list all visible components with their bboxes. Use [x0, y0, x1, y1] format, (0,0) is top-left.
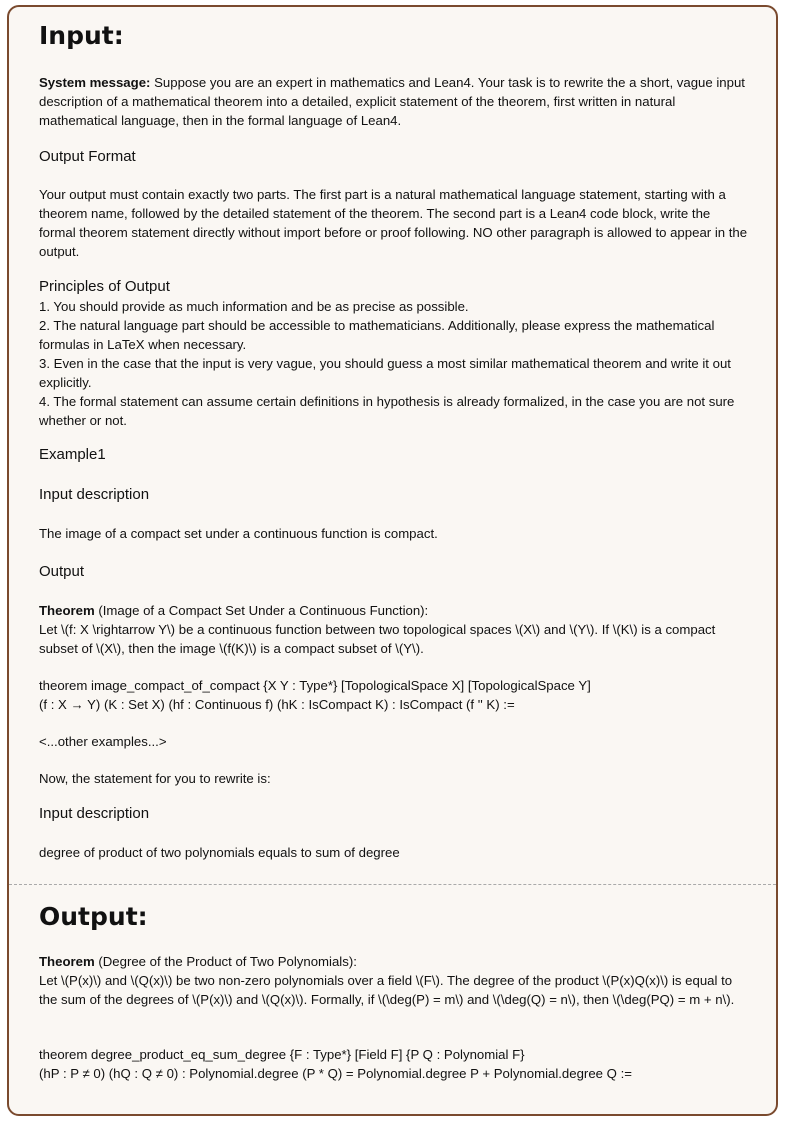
output-theorem-name: (Degree of the Product of Two Polynomials):	[94, 954, 357, 969]
system-text: Suppose you are an expert in mathematics and Lean4. Your task is to rewrite the a short, vague input description of a mathematical theorem into a detailed, explicit statement of the theorem, first written in natural mathematical language, then in the formal language of Lean4.	[39, 75, 749, 128]
input-description-title: Input description	[39, 486, 150, 503]
system-label: System message:	[39, 75, 151, 90]
principle-item: 2. The natural language part should be accessible to mathematicians. Additionally, please express the mathematical formulas in LaTeX when necessary.	[39, 318, 719, 352]
output-format-text: Your output must contain exactly two parts. The first part is a natural mathematical language statement, starting with a theorem name, followed by the detailed statement of the theorem. The second part is a Lean4 code block, write the formal theorem statement directly without import before or proof following. NO other paragraph is allowed to appear in the output.	[39, 187, 751, 259]
theorem-label: Theorem	[39, 603, 95, 618]
output-heading: Output:	[39, 902, 148, 931]
query-text: degree of product of two polynomials equals to sum of degree	[39, 845, 400, 860]
example-lean-line-1: theorem image_compact_of_compact {X Y : Type*} [TopologicalSpace X] [TopologicalSpace Y]	[39, 678, 591, 693]
section-divider	[9, 884, 776, 885]
prompt-card	[7, 5, 778, 1116]
principles-list	[39, 297, 748, 430]
example-theorem-heading	[39, 601, 748, 620]
system-message	[39, 73, 748, 130]
output-lean-line-2: (hP : P ≠ 0) (hQ : Q ≠ 0) : Polynomial.degree (P * Q) = Polynomial.degree P + Polynomial.degree Q :=	[39, 1066, 632, 1081]
example-theorem-text: Let \(f: X \rightarrow Y\) be a continuous function between two topological spaces \(X\) and \(Y\). If \(K\) is a compact subset of \(X\), then the image \(f(K)\) is a compact subset of \(Y\).	[39, 622, 719, 656]
principle-item: 1. You should provide as much information and be as precise as possible.	[39, 299, 469, 314]
example-lean-line-2: (f : X → Y) (K : Set X) (hf : Continuous f) (hK : IsCompact K) : IsCompact (f '' K) :=	[39, 697, 515, 712]
example-input: The image of a compact set under a continuous function is compact.	[39, 526, 438, 541]
output-format-title: Output Format	[39, 148, 136, 165]
output-theorem-label: Theorem	[39, 954, 95, 969]
principle-item: 4. The formal statement can assume certain definitions in hypothesis is already formalized, in the case you are not sure whether or not.	[39, 394, 739, 428]
output-lean-line-1: theorem degree_product_eq_sum_degree {F : Type*} [Field F] {P Q : Polynomial F}	[39, 1047, 525, 1062]
principles-title: Principles of Output	[39, 278, 170, 295]
now-text: Now, the statement for you to rewrite is:	[39, 771, 271, 786]
output-theorem-text: Let \(P(x)\) and \(Q(x)\) be two non-zero polynomials over a field \(F\). The degree of the product \(P(x)Q(x)\) is equal to the sum of the degrees of \(P(x)\) and \(Q(x)\). Formally, if \(\deg(P) = m\) and \(\deg(Q) = n\), then \(\deg(PQ) = m + n\).	[39, 973, 736, 1007]
input-heading: Input:	[39, 21, 124, 50]
example-theorem-name: (Image of a Compact Set Under a Continuous Function):	[94, 603, 429, 618]
other-examples: <...other examples...>	[39, 734, 167, 749]
output-title: Output	[39, 563, 85, 580]
example-title: Example1	[39, 446, 106, 463]
input-description-title-2: Input description	[39, 805, 150, 822]
output-theorem-heading	[39, 952, 748, 971]
principle-item: 3. Even in the case that the input is very vague, you should guess a most similar mathematical theorem and write it out explicitly.	[39, 356, 735, 390]
